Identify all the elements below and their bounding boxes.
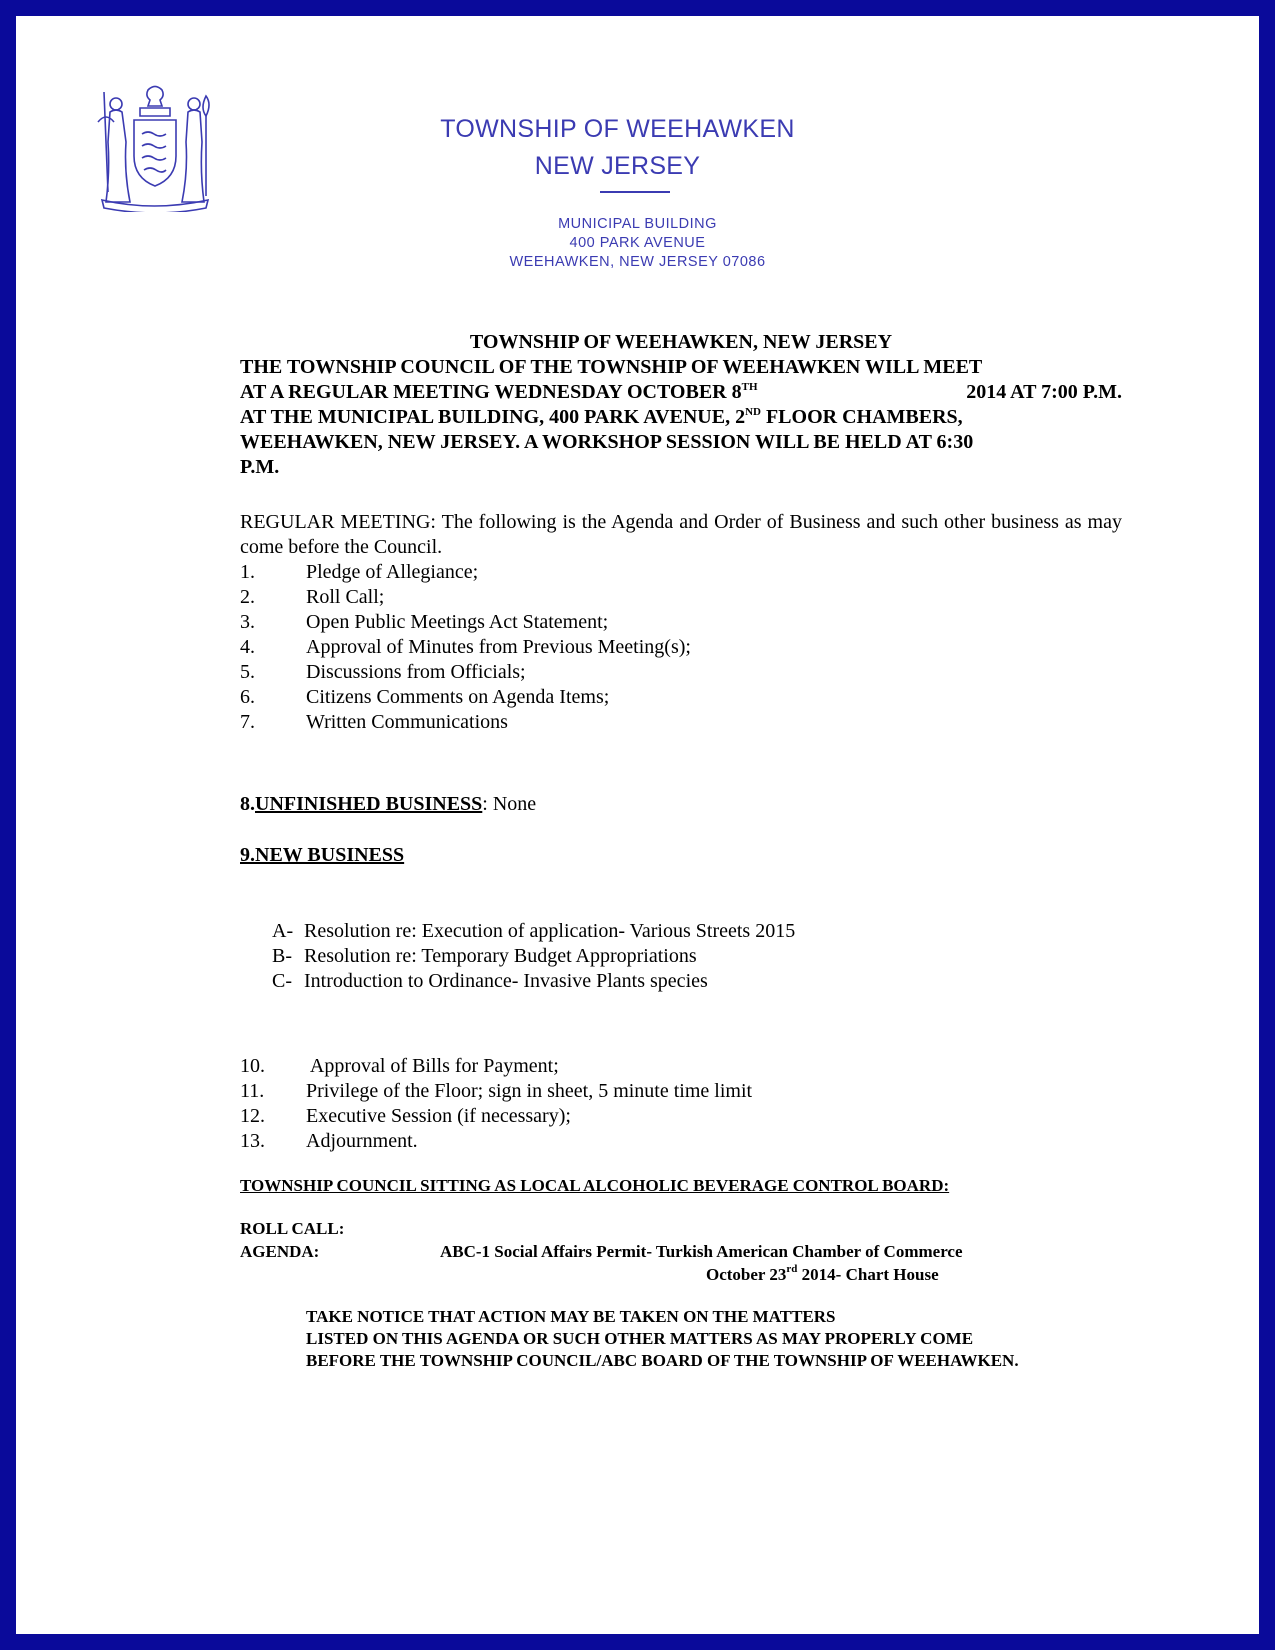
list-item-text: Resolution re: Execution of application- Various Streets 2015 [304,920,796,942]
list-item [240,1129,1122,1154]
abc-agenda-date-text: 2014- Chart House [797,1265,939,1284]
closing-list [240,1054,1122,1154]
list-item [240,660,1122,685]
new-business-number: 9. [240,844,255,866]
list-item-number: 1. [240,561,255,583]
new-business-heading [240,843,1122,868]
notice-paragraph [240,355,1122,480]
unfinished-business-number: 8. [240,793,255,815]
abc-agenda-date-sup: rd [786,1263,798,1275]
roll-call-label: ROLL CALL: [240,1219,345,1238]
take-notice-line: LISTED ON THIS AGENDA OR SUCH OTHER MATTERS AS MAY PROPERLY COME [306,1329,974,1348]
notice-line-text: FLOOR CHAMBERS, [760,406,963,428]
unfinished-business [240,792,1122,817]
list-item [240,685,1122,710]
take-notice-line: BEFORE THE TOWNSHIP COUNCIL/ABC BOARD OF THE TOWNSHIP OF WEEHAWKEN. [306,1351,1019,1370]
unfinished-business-label: UNFINISHED BUSINESS [255,793,483,815]
list-item-text: Open Public Meetings Act Statement; [306,611,609,633]
notice-heading: TOWNSHIP OF WEEHAWKEN, NEW JERSEY [469,331,893,353]
letterhead-divider [600,191,670,193]
list-item [240,635,1122,660]
letterhead-address-line: WEEHAWKEN, NEW JERSEY 07086 [509,254,766,270]
list-item [240,710,1122,735]
notice-line [240,380,1122,405]
list-item-text: Introduction to Ordinance- Invasive Plants species [304,970,708,992]
agenda-list [240,560,1122,735]
letterhead-address-line: 400 PARK AVENUE [569,235,706,251]
letterhead-subtitle: NEW JERSEY [534,152,701,180]
list-item-text: Resolution re: Temporary Budget Appropriations [304,945,697,967]
list-item-number: 2. [240,586,255,608]
list-item-number: 7. [240,711,255,733]
list-item [272,969,1122,994]
new-business-label: NEW BUSINESS [255,844,405,866]
list-item [240,560,1122,585]
notice-sup: ND [745,406,761,418]
list-item-text: Approval of Minutes from Previous Meeting(s); [306,636,691,658]
list-item-text: Discussions from Officials; [306,661,526,683]
nj-state-seal-icon [96,82,214,212]
regular-meeting-intro: REGULAR MEETING: The following is the Agenda and Order of Business and such other business as may come before the Council. [240,511,1122,558]
letterhead-title: TOWNSHIP OF WEEHAWKEN [440,115,795,143]
abc-board-heading: TOWNSHIP COUNCIL SITTING AS LOCAL ALCOHOLIC BEVERAGE CONTROL BOARD: [240,1176,950,1195]
list-item-text: Executive Session (if necessary); [306,1105,571,1127]
list-item-text: Roll Call; [306,586,385,608]
list-item-number: 4. [240,636,255,658]
list-item-text: Pledge of Allegiance; [306,561,479,583]
list-item-number: 13. [240,1130,265,1152]
list-item-number: 5. [240,661,255,683]
list-item [240,1079,1122,1104]
notice-line [240,405,1122,430]
letterhead-address-line: MUNICIPAL BUILDING [558,216,717,232]
new-business-list [272,919,1122,994]
list-item-number: 12. [240,1105,265,1127]
list-item [240,585,1122,610]
list-item-text: Written Communications [306,711,508,733]
unfinished-business-value: : None [482,793,537,815]
abc-agenda-label: AGENDA: [240,1242,320,1261]
list-item-number: 10. [240,1055,265,1077]
abc-agenda-date-text: October 23 [706,1265,787,1284]
list-item-letter: A- [272,920,294,942]
notice-line-text: 2014 AT 7:00 P.M. [966,381,1122,403]
list-item-text: Privilege of the Floor; sign in sheet, 5 minute time limit [306,1080,753,1102]
notice-line-text: AT THE MUNICIPAL BUILDING, 400 PARK AVENUE, 2 [240,406,746,428]
notice-line: THE TOWNSHIP COUNCIL OF THE TOWNSHIP OF WEEHAWKEN WILL MEET [240,356,983,378]
list-item-number: 3. [240,611,255,633]
notice-line-text: AT A REGULAR MEETING WEDNESDAY OCTOBER 8 [240,381,742,403]
abc-agenda-date [706,1264,1106,1286]
take-notice-line: TAKE NOTICE THAT ACTION MAY BE TAKEN ON THE MATTERS [306,1307,836,1326]
list-item-letter: B- [272,945,292,967]
list-item-text: Approval of Bills for Payment; [306,1055,559,1077]
notice-line: P.M. [240,456,280,478]
list-item-number: 11. [240,1080,265,1102]
list-item [240,1104,1122,1129]
list-item [240,1054,1122,1079]
list-item-text: Adjournment. [306,1130,418,1152]
abc-agenda-item: ABC-1 Social Affairs Permit- Turkish American Chamber of Commerce [440,1242,963,1261]
list-item [272,919,1122,944]
notice-sup: TH [741,381,758,393]
list-item-letter: C- [272,970,292,992]
list-item [272,944,1122,969]
list-item-number: 6. [240,686,255,708]
take-notice [306,1306,1122,1372]
list-item [240,610,1122,635]
list-item-text: Citizens Comments on Agenda Items; [306,686,610,708]
notice-line: WEEHAWKEN, NEW JERSEY. A WORKSHOP SESSION WILL BE HELD AT 6:30 [240,431,974,453]
